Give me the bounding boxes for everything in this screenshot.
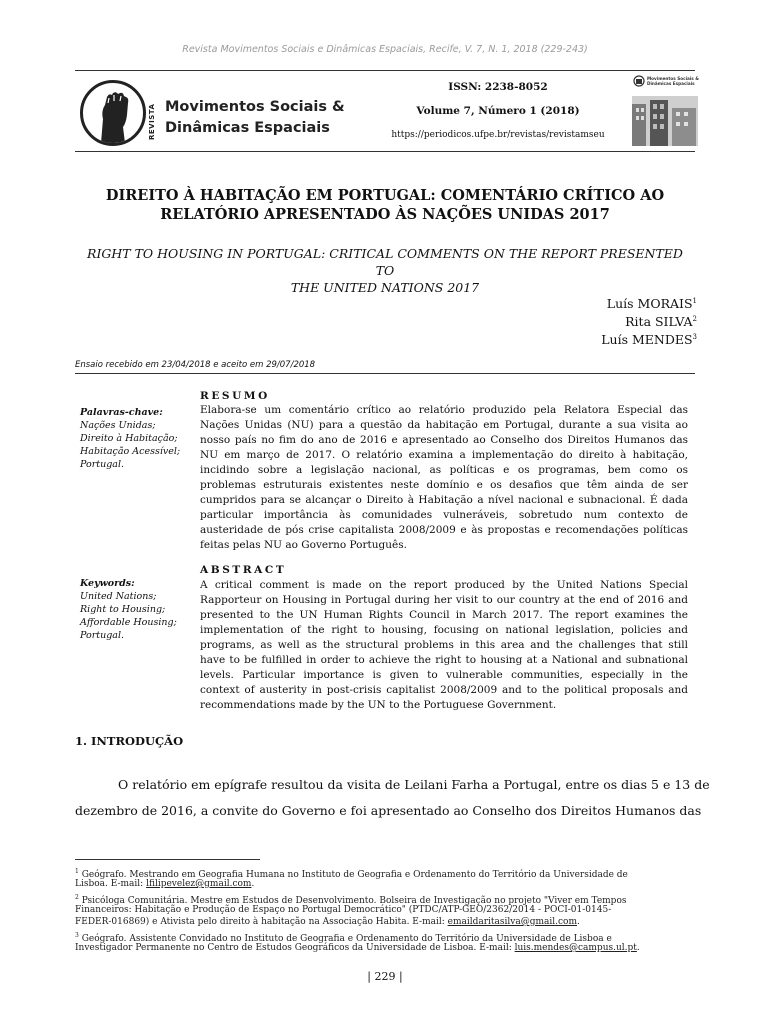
abstract-line: implementation of the right to housing, focusing on national legislation, policies and — [200, 624, 688, 636]
footnote-1-cont: Lisboa. E-mail: lfilipevelez@gmail.com. — [75, 879, 255, 889]
resumo-heading: RESUMO — [200, 390, 270, 402]
footnote-3-cont: Investigador Permanente no Centro de Estudos Geográficos da Universidade de Lisboa. E-mail: luis.mendes@campus.ul.pt. — [75, 943, 640, 953]
author-name: Luís MORAIS$^1$ — [606, 296, 697, 311]
keywords-heading-pt: Palavras-chave: — [80, 407, 163, 418]
abstract-line: A critical comment is made on the report produced by the United Nations Special — [200, 579, 688, 591]
introduction-heading: 1. INTRODUÇÃO — [75, 734, 184, 748]
resumo-line: Nações Unidas (NU) para a questão da habitação em Portugal, durante a sua visita ao — [200, 419, 688, 431]
abstract-line: have to be fulfilled in order to achieve the right to housing at a National and subnational — [200, 654, 688, 666]
keyword-pt: Habitação Acessível; — [80, 446, 181, 457]
abstract-heading: ABSTRACT — [200, 564, 287, 576]
issn: ISSN: 2238-8052 — [448, 81, 548, 93]
keywords-heading-en: Keywords: — [80, 578, 135, 589]
page-number: | 229 | — [367, 970, 403, 983]
keyword-pt: Direito à Habitação; — [80, 433, 178, 444]
footnote-mark[interactable]: 2 — [692, 315, 697, 323]
resumo-line: cumpridos para se alcançar o Direito à Habitação a nível nacional e subnacional. É dada — [200, 494, 688, 506]
abstract-body — [200, 578, 688, 713]
journal-url[interactable]: https://periodicos.ufpe.br/revistas/revistamseu — [391, 130, 605, 140]
email-link[interactable]: emaildaritasilva@gmail.com — [447, 917, 577, 927]
resumo-line: nosso país no fim do ano de 2016 e apresentado ao Conselho dos Direitos Humanos das — [200, 434, 688, 446]
running-header: Revista Movimentos Sociais e Dinâmicas Espaciais, Recife, V. 7, N. 1, 2018 (229-243) — [182, 44, 588, 55]
journal-vertical-label: REVISTA — [148, 103, 156, 140]
footnote-2-cont: Financeiros: Habitação e Produção de Espaço no Portugal Democrático" (PTDC/ATP-GEO/2362/2014 - POCI-01-0145- — [75, 905, 612, 915]
introduction-line: O relatório em epígrafe resultou da visita de Leilani Farha a Portugal, entre os dias 5 e 13 de — [118, 777, 710, 792]
resumo-line: NU em março de 2017. O relatório examina a implementação do direito à habitação, — [200, 449, 688, 461]
header-top-rule — [75, 70, 695, 71]
resumo-body — [200, 403, 688, 553]
received-rule — [75, 373, 695, 374]
abstract-line: programs, as well as the structural problems in this area and the challenges that still — [200, 639, 688, 651]
journal-name-line1: Movimentos Sociais & — [165, 99, 345, 115]
header-bottom-rule — [75, 151, 695, 152]
keyword-pt: Portugal. — [80, 459, 125, 470]
side-logo-text: Movimentos Sociais & Dinâmicas Espaciais — [647, 76, 699, 86]
journal-name-line2: Dinâmicas Espaciais — [165, 120, 330, 136]
footnote-mark[interactable]: 1 — [692, 297, 697, 305]
footnote-3: $^3$ Geógrafo. Assistente Convidado no Instituto de Geografia e Ordenamento do Território da Universidade de Lisboa e — [75, 932, 612, 944]
footnote-2: $^2$ Psicóloga Comunitária. Mestre em Estudos de Desenvolvimento. Bolseira de Investigação no projeto "Viver em Tempos — [75, 894, 627, 906]
resumo-line: problemas estruturais existentes neste domínio e os desafios que têm ainda de ser — [200, 479, 688, 491]
author-name: Rita SILVA$^2$ — [625, 314, 697, 329]
journal-cover-image — [632, 74, 698, 146]
abstract-line: context of austerity in post-crisis capitalist 2008/2009 and to the political proposals and — [200, 684, 688, 696]
volume-number: Volume 7, Número 1 (2018) — [416, 105, 580, 117]
resumo-line: particular importância às comunidades vulneráveis, sobretudo num contexto de — [200, 509, 688, 521]
abstract-line: levels. Particular importance is given to vulnerable communities, especially in the — [200, 669, 688, 681]
footnote-2-cont: FEDER-016869) e Ativista pelo direito à habitação na Associação Habita. E-mail: emaildaritasilva@gmail.com. — [75, 917, 580, 927]
email-link[interactable]: luis.mendes@campus.ul.pt — [514, 943, 637, 953]
article-title: DIREITO À HABITAÇÃO EM PORTUGAL: COMENTÁRIO CRÍTICO AO RELATÓRIO APRESENTADO ÀS NAÇÕES UNIDAS 2017 — [105, 187, 665, 223]
resumo-line: Elabora-se um comentário crítico ao relatório produzido pela Relatora Especial das — [200, 404, 688, 416]
keyword-pt: Nações Unidas; — [80, 420, 156, 431]
journal-logo-text — [165, 97, 345, 139]
abstract-line: Rapporteur on Housing in Portugal during her visit to our country at the end of 2016 and — [200, 594, 688, 606]
abstract-line: presented to the UN Human Rights Council in March 2017. The report examines the — [200, 609, 688, 621]
footnote-mark[interactable]: 3 — [692, 333, 697, 341]
keyword-en: Affordable Housing; — [80, 617, 177, 628]
keyword-en: United Nations; — [80, 591, 157, 602]
received-date: Ensaio recebido em 23/04/2018 e aceito em 29/07/2018 — [75, 360, 316, 370]
introduction-line: dezembro de 2016, a convite do Governo e foi apresentado ao Conselho dos Direitos Humanos das — [75, 803, 702, 818]
resumo-line: incidindo sobre a legislação nacional, as políticas e os programas, bem como os — [200, 464, 688, 476]
abstract-line: recommendations made by the UN to the Portuguese Government. — [200, 699, 557, 711]
fist-logo-icon — [80, 80, 146, 146]
resumo-line: austeridade de pós crise capitalista 2008/2009 e às propostas e recomendações políticas — [200, 524, 688, 536]
email-link[interactable]: lfilipevelez@gmail.com — [146, 879, 252, 889]
author-name: Luís MENDES$^3$ — [601, 332, 697, 347]
keyword-en: Portugal. — [80, 630, 125, 641]
footnote-rule — [75, 859, 260, 860]
resumo-line: feitas pelas NU ao Governo Português. — [200, 539, 407, 551]
keyword-en: Right to Housing; — [80, 604, 166, 615]
article-title-english: RIGHT TO HOUSING IN PORTUGAL: CRITICAL COMMENTS ON THE REPORT PRESENTED TO THE UNITED NATIONS 2017 — [87, 246, 683, 295]
footnote-1: $^1$ Geógrafo. Mestrando em Geografia Humana no Instituto de Geografia e Ordenamento do Território da Universidade de — [75, 868, 628, 880]
